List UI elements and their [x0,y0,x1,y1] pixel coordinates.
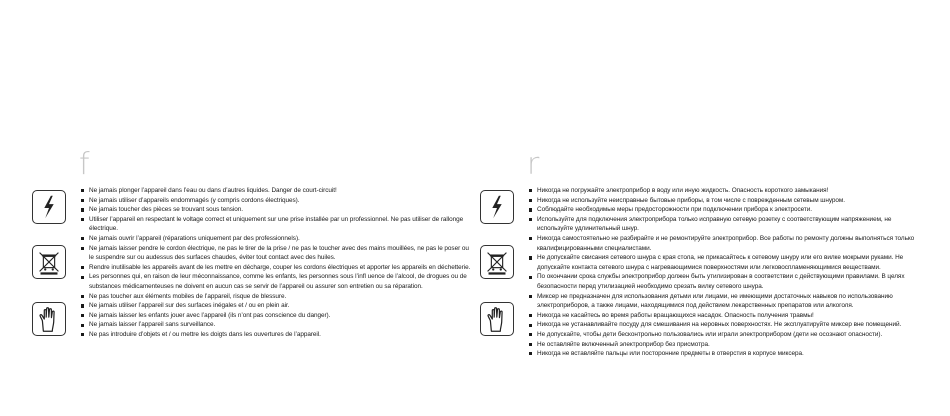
safety-list [80,186,472,340]
electric-shock-icon [480,190,514,224]
list-item: Не допускайте, чтобы дети бесконтрольно пользовались или играли электроприбором (дети не осознают опасности). [528,330,918,340]
list-item: Миксер не предназначен для использования детьми или лицами, не имеющими достаточных навыков по использованию электроприборов, а также лицами, находящимися под действием лекарственных препаратов или алкоголя. [528,292,918,311]
language-marker: r [527,147,540,182]
list-item: Ne pas introduire d’objets et / ou mettre les doigts dans les ouvertures de l’appareil. [80,330,472,340]
safety-list [528,186,918,359]
list-item: Ne jamais toucher des pièces se trouvant sous tension. [80,205,472,215]
list-item: Ne jamais laisser pendre le cordon électrique, ne pas le tirer de la prise / ne pas le toucher avec des mains mouillées, ne pas le poser ou le suspendre sur ou audessus des surfaces chaudes, éviter tout contact avec des huiles. [80,244,472,263]
list-item: Ne jamais laisser les enfants jouer avec l’appareil (ils n’ont pas conscience du danger). [80,311,472,321]
list-item: Никогда не используйте неисправные бытовые приборы, в том числе с поврежденным сетевым шнуром. [528,196,918,206]
weee-disposal-icon [480,245,514,279]
list-item: Никогда самостоятельно не разбирайте и не ремонтируйте электроприбор. Все работы по ремонту должны выполняться только квалифицированными специалистами. [528,234,918,253]
list-item: Соблюдайте необходимые меры предосторожности при подключении прибора к электросети. [528,205,918,215]
list-item: Les personnes qui, en raison de leur méconnaissance, comme les enfants, les personnes sous l’infl uence de l’alcool, de drogues ou de substances médicamenteuses ne doivent en aucun cas se servir de l’appareil ou assurer son entretien ou sa réparation. [80,272,472,291]
hand-warning-icon [32,302,66,336]
electric-shock-icon [32,190,66,224]
list-item: Никогда не вставляйте пальцы или посторонние предметы в отверстия в корпусе миксера. [528,349,918,359]
list-item: Ne jamais utiliser l’appareil sur des surfaces inégales et / ou en plein air. [80,301,472,311]
list-item: Utiliser l’appareil en respectant le voltage correct et uniquement sur une prise installée par un professionnel. Ne pas utiliser de rallonge électrique. [80,215,472,234]
list-item: По окончании срока службы электроприбор должен быть утилизирован в соответствии с действующими правилами. В целях безопасности перед утилизацией необходимо срезать вилку сетевого шнура. [528,272,918,291]
list-item: Rendre inutilisable les appareils avant de les mettre en décharge, couper les cordons électriques et apporter les appareils en déchetterie. [80,263,472,273]
list-item: Ne pas toucher aux éléments mobiles de l’appareil, risque de blessure. [80,292,472,302]
list-item: Никогда не устанавливайте посуду для смешивания на неровных поверхностях. Не эксплуатируйте миксер вне помещений. [528,320,918,330]
language-marker: f [79,147,90,182]
list-item: Используйте для подключения электроприбора только исправную сетевую розетку с соответствующим напряжением, не используйте удлинительный шнур. [528,215,918,234]
list-item: Никогда не погружайте электроприбор в воду или иную жидкость. Опасность короткого замыкания! [528,186,918,196]
list-item: Ne jamais laisser l’appareil sans surveillance. [80,320,472,330]
list-item: Ne jamais plonger l’appareil dans l’eau ou dans d’autres liquides. Danger de court-circuit! [80,186,472,196]
hand-warning-icon [480,302,514,336]
list-item: Не допускайте свисания сетевого шнура с края стола, не прикасайтесь к сетевому шнуру или его вилке мокрыми руками. Не допускайте контакта сетевого шнура с нагревающимися поверхностями или легковоспламеняющимися веществами. [528,253,918,272]
list-item: Никогда не касайтесь во время работы вращающихся насадок. Опасность получения травмы! [528,311,918,321]
list-item: Не оставляйте включенный электроприбор без присмотра. [528,340,918,350]
list-item: Ne jamais ouvrir l’appareil (réparations uniquement par des professionnels). [80,234,472,244]
weee-disposal-icon [32,245,66,279]
list-item: Ne jamais utiliser d’appareils endommagés (y compris cordons électriques). [80,196,472,206]
